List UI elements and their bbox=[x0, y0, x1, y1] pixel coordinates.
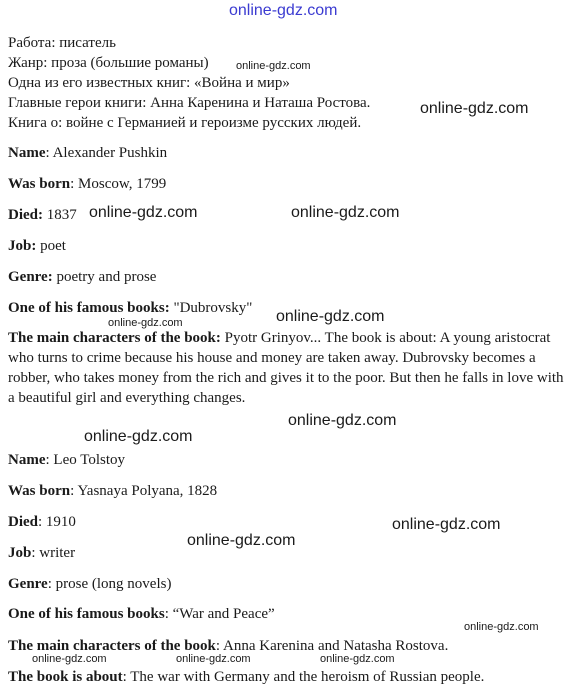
watermark: online-gdz.com bbox=[291, 204, 400, 221]
russian-line: Одна из его известных книг: «Война и мир» bbox=[8, 75, 290, 91]
tolstoy-job: Job: writer bbox=[8, 545, 76, 561]
tolstoy-died: Died: 1910 bbox=[8, 514, 76, 530]
russian-line: Жанр: проза (большие романы) bbox=[8, 55, 209, 71]
tolstoy-name: Name: Leo Tolstoy bbox=[8, 452, 126, 468]
watermark: online-gdz.com bbox=[84, 428, 193, 445]
pushkin-born: Was born: Moscow, 1799 bbox=[8, 176, 167, 192]
watermark: online-gdz.com bbox=[288, 412, 397, 429]
watermark: online-gdz.com bbox=[420, 100, 529, 117]
watermark: online-gdz.com bbox=[187, 532, 296, 549]
tolstoy-genre: Genre: prose (long novels) bbox=[8, 576, 172, 592]
watermark: online-gdz.com bbox=[108, 317, 183, 329]
pushkin-name: Name: Alexander Pushkin bbox=[8, 145, 168, 161]
tolstoy-characters: The main characters of the book: Anna Karenina and Natasha Rostova. bbox=[8, 638, 449, 654]
watermark-top: online-gdz.com bbox=[229, 2, 338, 19]
tolstoy-book-about: The book is about: The war with Germany and the heroism of Russian people. bbox=[8, 669, 485, 685]
watermark: online-gdz.com bbox=[276, 308, 385, 325]
tolstoy-famous-book: One of his famous books: “War and Peace” bbox=[8, 606, 275, 622]
russian-line: Работа: писатель bbox=[8, 35, 116, 51]
pushkin-genre: Genre: poetry and prose bbox=[8, 269, 157, 285]
tolstoy-born: Was born: Yasnaya Polyana, 1828 bbox=[8, 483, 218, 499]
watermark: online-gdz.com bbox=[32, 653, 107, 665]
pushkin-famous-book: One of his famous books: "Dubrovsky" bbox=[8, 300, 253, 316]
pushkin-characters: The main characters of the book: Pyotr Grinyov... The book is about: A young aristocrat who turns to crime because his house and money are taken away. Dubrovsky becomes a robber, who takes money from the rich and gives it to the poor. But then he falls in love with a beautiful girl and everything changes. bbox=[8, 330, 564, 406]
pushkin-job: Job: poet bbox=[8, 238, 66, 254]
watermark: online-gdz.com bbox=[89, 204, 198, 221]
watermark: online-gdz.com bbox=[236, 60, 311, 72]
russian-line: Книга о: войне с Германией и героизме русских людей. bbox=[8, 115, 362, 131]
watermark: online-gdz.com bbox=[176, 653, 251, 665]
watermark: online-gdz.com bbox=[392, 516, 501, 533]
watermark: online-gdz.com bbox=[464, 621, 539, 633]
watermark: online-gdz.com bbox=[320, 653, 395, 665]
russian-line: Главные герои книги: Анна Каренина и Наташа Ростова. bbox=[8, 95, 371, 111]
pushkin-died: Died: 1837 bbox=[8, 207, 77, 223]
